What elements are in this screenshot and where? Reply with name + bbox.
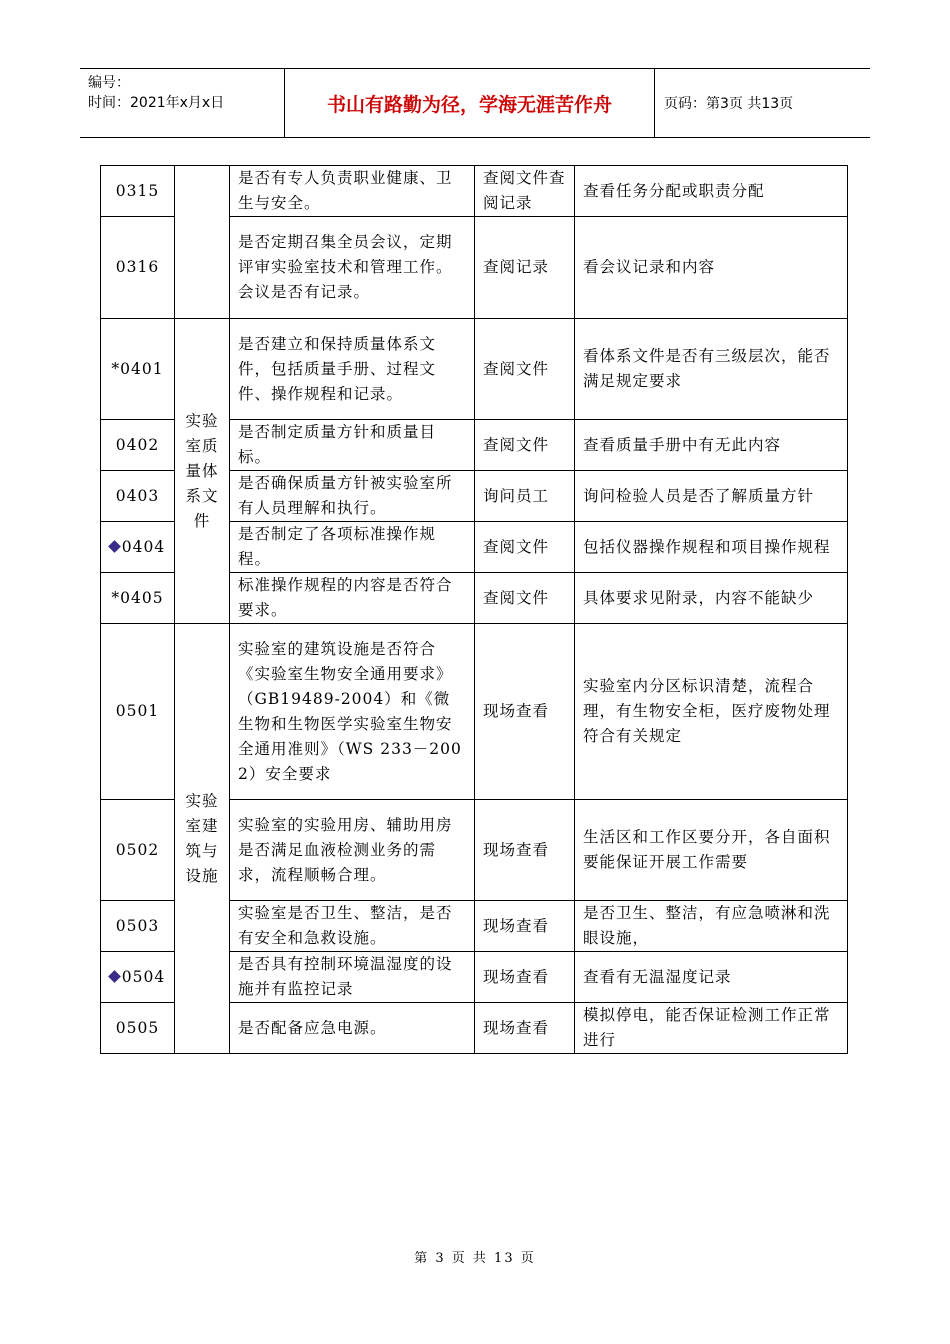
item-text: 实验室的建筑设施是否符合《实验室生物安全通用要求》（GB19489-2004）和《微生物和生物医学实验室生物安全通用准则》（WS 233－2002）安全要求 — [230, 624, 475, 800]
check-method: 查阅文件 — [475, 573, 575, 624]
item-code: *0401 — [101, 319, 175, 420]
check-requirement: 包括仪器操作规程和项目操作规程 — [575, 522, 848, 573]
check-requirement: 看体系文件是否有三级层次，能否满足规定要求 — [575, 319, 848, 420]
item-code: 0402 — [101, 420, 175, 471]
item-text: 标准操作规程的内容是否符合要求。 — [230, 573, 475, 624]
item-code: 0505 — [101, 1003, 175, 1054]
table-row — [101, 624, 848, 800]
check-requirement: 查看任务分配或职责分配 — [575, 166, 848, 217]
table-row — [101, 166, 848, 217]
time-label: 时间：2021年x月x日 — [88, 95, 225, 111]
category-cell-empty — [175, 166, 230, 319]
item-code: 0403 — [101, 471, 175, 522]
header-meta — [88, 73, 288, 113]
check-requirement: 具体要求见附录，内容不能缺少 — [575, 573, 848, 624]
item-text: 实验室是否卫生、整洁，是否有安全和急救设施。 — [230, 901, 475, 952]
check-method: 现场查看 — [475, 624, 575, 800]
check-method: 现场查看 — [475, 952, 575, 1003]
item-text: 是否制定了各项标准操作规程。 — [230, 522, 475, 573]
item-text: 是否具有控制环境温湿度的设施并有监控记录 — [230, 952, 475, 1003]
category-quality-system: 实验室质量体系文件 — [175, 319, 230, 624]
item-code: 0315 — [101, 166, 175, 217]
item-code: 0404 — [121, 537, 166, 556]
check-method: 查阅文件 — [475, 319, 575, 420]
check-method: 查阅记录 — [475, 217, 575, 319]
item-text: 实验室的实验用房、辅助用房是否满足血液检测业务的需求，流程顺畅合理。 — [230, 800, 475, 901]
check-requirement: 模拟停电，能否保证检测工作正常进行 — [575, 1003, 848, 1054]
item-text: 是否确保质量方针被实验室所有人员理解和执行。 — [230, 471, 475, 522]
check-requirement: 查看有无温湿度记录 — [575, 952, 848, 1003]
check-method: 现场查看 — [475, 901, 575, 952]
header-divider — [654, 69, 655, 137]
item-text: 是否建立和保持质量体系文件，包括质量手册、过程文件、操作规程和记录。 — [230, 319, 475, 420]
item-text: 是否制定质量方针和质量目标。 — [230, 420, 475, 471]
check-method: 询问员工 — [475, 471, 575, 522]
number-label: 编号： — [88, 75, 130, 91]
item-text: 是否定期召集全员会议，定期评审实验室技术和管理工作。会议是否有记录。 — [230, 217, 475, 319]
item-text: 是否配备应急电源。 — [230, 1003, 475, 1054]
check-requirement: 看会议记录和内容 — [575, 217, 848, 319]
item-code: 0316 — [101, 217, 175, 319]
item-code: 0504 — [121, 967, 166, 986]
check-requirement: 实验室内分区标识清楚，流程合理，有生物安全柜，医疗废物处理符合有关规定 — [575, 624, 848, 800]
item-text: 是否有专人负责职业健康、卫生与安全。 — [230, 166, 475, 217]
check-method: 现场查看 — [475, 1003, 575, 1054]
page-header — [80, 68, 870, 138]
header-motto: 书山有路勤为径，学海无涯苦作舟 — [326, 93, 612, 116]
check-requirement: 生活区和工作区要分开，各自面积要能保证开展工作需要 — [575, 800, 848, 901]
inspection-table — [100, 165, 848, 1054]
page-footer: 第 3 页 共 13 页 — [414, 1251, 536, 1266]
check-method: 查阅文件 — [475, 522, 575, 573]
item-code: *0405 — [101, 573, 175, 624]
item-code: 0503 — [101, 901, 175, 952]
item-code: 0502 — [101, 800, 175, 901]
check-requirement: 查看质量手册中有无此内容 — [575, 420, 848, 471]
check-method: 查阅文件 — [475, 420, 575, 471]
check-requirement: 询问检验人员是否了解质量方针 — [575, 471, 848, 522]
diamond-marker-icon — [108, 970, 121, 983]
item-code-marked — [101, 522, 175, 573]
item-code: 0501 — [101, 624, 175, 800]
table-row — [101, 319, 848, 420]
diamond-marker-icon — [108, 540, 121, 553]
item-code-marked — [101, 952, 175, 1003]
category-building: 实验室建筑与设施 — [175, 624, 230, 1054]
check-requirement: 是否卫生、整洁，有应急喷淋和洗眼设施， — [575, 901, 848, 952]
header-page-info: 页码：第3页 共13页 — [664, 96, 794, 112]
check-method: 查阅文件查阅记录 — [475, 166, 575, 217]
check-method: 现场查看 — [475, 800, 575, 901]
